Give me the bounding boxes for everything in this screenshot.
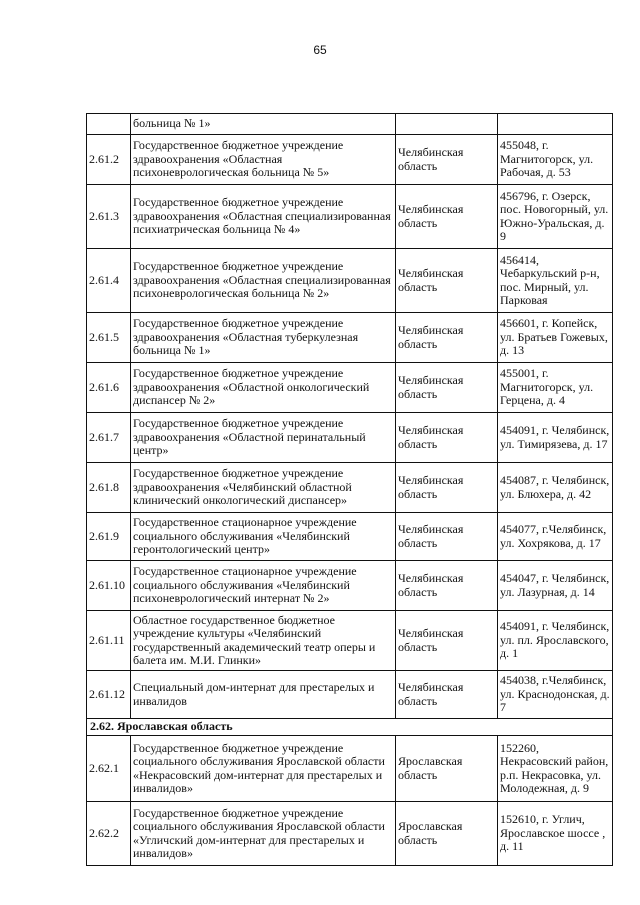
row-number-cell: 2.61.9	[87, 513, 131, 561]
region-cell: Челябинская область	[396, 185, 498, 249]
row-number-cell: 2.61.3	[87, 185, 131, 249]
table-row	[87, 249, 613, 313]
institution-name-cell: Государственное стационарное учреждение социального обслуживания «Челябинский геронтологический центр»	[131, 513, 396, 561]
table-row	[87, 463, 613, 513]
address-cell: 454087, г. Челябинск, ул. Блюхера, д. 42	[498, 463, 613, 513]
address-cell: 454038, г.Челябинск, ул. Краснодонская, д. 7	[498, 671, 613, 719]
region-cell: Челябинская область	[396, 611, 498, 671]
institution-name-cell: больница № 1»	[131, 114, 396, 135]
page-number: 65	[313, 43, 327, 57]
table-row	[87, 363, 613, 413]
section-title: 2.62. Ярославская область	[87, 719, 613, 736]
row-number-cell: 2.61.11	[87, 611, 131, 671]
address-cell: 454077, г.Челябинск, ул. Хохрякова, д. 17	[498, 513, 613, 561]
row-number-cell: 2.61.4	[87, 249, 131, 313]
institution-name-cell: Государственное бюджетное учреждение здравоохранения «Областной онкологический диспансер № 2»	[131, 363, 396, 413]
institution-name-cell: Государственное бюджетное учреждение здравоохранения «Областная туберкулезная больница № 1»	[131, 313, 396, 363]
table-row	[87, 736, 613, 802]
row-number-cell: 2.61.7	[87, 413, 131, 463]
region-cell: Челябинская область	[396, 249, 498, 313]
address-cell: 456414, Чебаркульский р-н, пос. Мирный, ул. Парковая	[498, 249, 613, 313]
region-cell: Челябинская область	[396, 561, 498, 611]
table-row	[87, 413, 613, 463]
institution-name-cell: Государственное бюджетное учреждение здравоохранения «Областная специализированная психиатрическая больница № 4»	[131, 185, 396, 249]
table-row	[87, 135, 613, 185]
institution-name-cell: Государственное бюджетное учреждение здравоохранения «Областная психоневрологическая больница № 5»	[131, 135, 396, 185]
section-heading-row	[87, 719, 613, 736]
institutions-table	[86, 113, 613, 866]
institution-name-cell: Государственное стационарное учреждение социального обслуживания «Челябинский психоневрологический интернат № 2»	[131, 561, 396, 611]
row-number-cell: 2.61.6	[87, 363, 131, 413]
table-row	[87, 802, 613, 866]
region-cell: Челябинская область	[396, 135, 498, 185]
region-cell: Челябинская область	[396, 671, 498, 719]
address-cell: 454047, г. Челябинск, ул. Лазурная, д. 14	[498, 561, 613, 611]
region-cell: Челябинская область	[396, 313, 498, 363]
table-row	[87, 611, 613, 671]
row-number-cell: 2.62.1	[87, 736, 131, 802]
address-cell: 152610, г. Углич, Ярославское шоссе , д. 11	[498, 802, 613, 866]
table-row-continued	[87, 114, 613, 135]
row-number-cell: 2.61.2	[87, 135, 131, 185]
address-cell: 454091, г. Челябинск, ул. пл. Ярославского, д. 1	[498, 611, 613, 671]
institution-name-cell: Областное государственное бюджетное учреждение культуры «Челябинский государственный академический театр оперы и балета им. М.И. Глинки»	[131, 611, 396, 671]
row-number-cell: 2.61.8	[87, 463, 131, 513]
row-number-cell: 2.61.12	[87, 671, 131, 719]
address-cell: 152260, Некрасовский район, р.п. Некрасовка, ул. Молодежная, д. 9	[498, 736, 613, 802]
institution-name-cell: Государственное бюджетное учреждение здравоохранения «Челябинский областной клинический онкологический диспансер»	[131, 463, 396, 513]
table-row	[87, 185, 613, 249]
address-cell: 456796, г. Озерск, пос. Новогорный, ул. Южно-Уральская, д. 9	[498, 185, 613, 249]
institution-name-cell: Специальный дом-интернат для престарелых и инвалидов	[131, 671, 396, 719]
row-number-cell: 2.62.2	[87, 802, 131, 866]
row-number-cell	[87, 114, 131, 135]
institution-name-cell: Государственное бюджетное учреждение социального обслуживания Ярославской области «Угличский дом-интернат для престарелых и инвалидов»	[131, 802, 396, 866]
institution-name-cell: Государственное бюджетное учреждение здравоохранения «Областная специализированная психоневрологическая больница № 2»	[131, 249, 396, 313]
table-row	[87, 513, 613, 561]
region-cell: Челябинская область	[396, 513, 498, 561]
region-cell	[396, 114, 498, 135]
table-row	[87, 671, 613, 719]
address-cell: 456601, г. Копейск, ул. Братьев Гожевых, д. 13	[498, 313, 613, 363]
address-cell	[498, 114, 613, 135]
institution-name-cell: Государственное бюджетное учреждение здравоохранения «Областной перинатальный центр»	[131, 413, 396, 463]
region-cell: Челябинская область	[396, 463, 498, 513]
table-row	[87, 561, 613, 611]
region-cell: Ярославская область	[396, 736, 498, 802]
address-cell: 455001, г. Магнитогорск, ул. Герцена, д. 4	[498, 363, 613, 413]
row-number-cell: 2.61.10	[87, 561, 131, 611]
address-cell: 455048, г. Магнитогорск, ул. Рабочая, д. 53	[498, 135, 613, 185]
address-cell: 454091, г. Челябинск, ул. Тимирязева, д. 17	[498, 413, 613, 463]
region-cell: Ярославская область	[396, 802, 498, 866]
table-row	[87, 313, 613, 363]
region-cell: Челябинская область	[396, 413, 498, 463]
institution-name-cell: Государственное бюджетное учреждение социального обслуживания Ярославской области «Некрасовский дом-интернат для престарелых и инвалидов»	[131, 736, 396, 802]
region-cell: Челябинская область	[396, 363, 498, 413]
row-number-cell: 2.61.5	[87, 313, 131, 363]
